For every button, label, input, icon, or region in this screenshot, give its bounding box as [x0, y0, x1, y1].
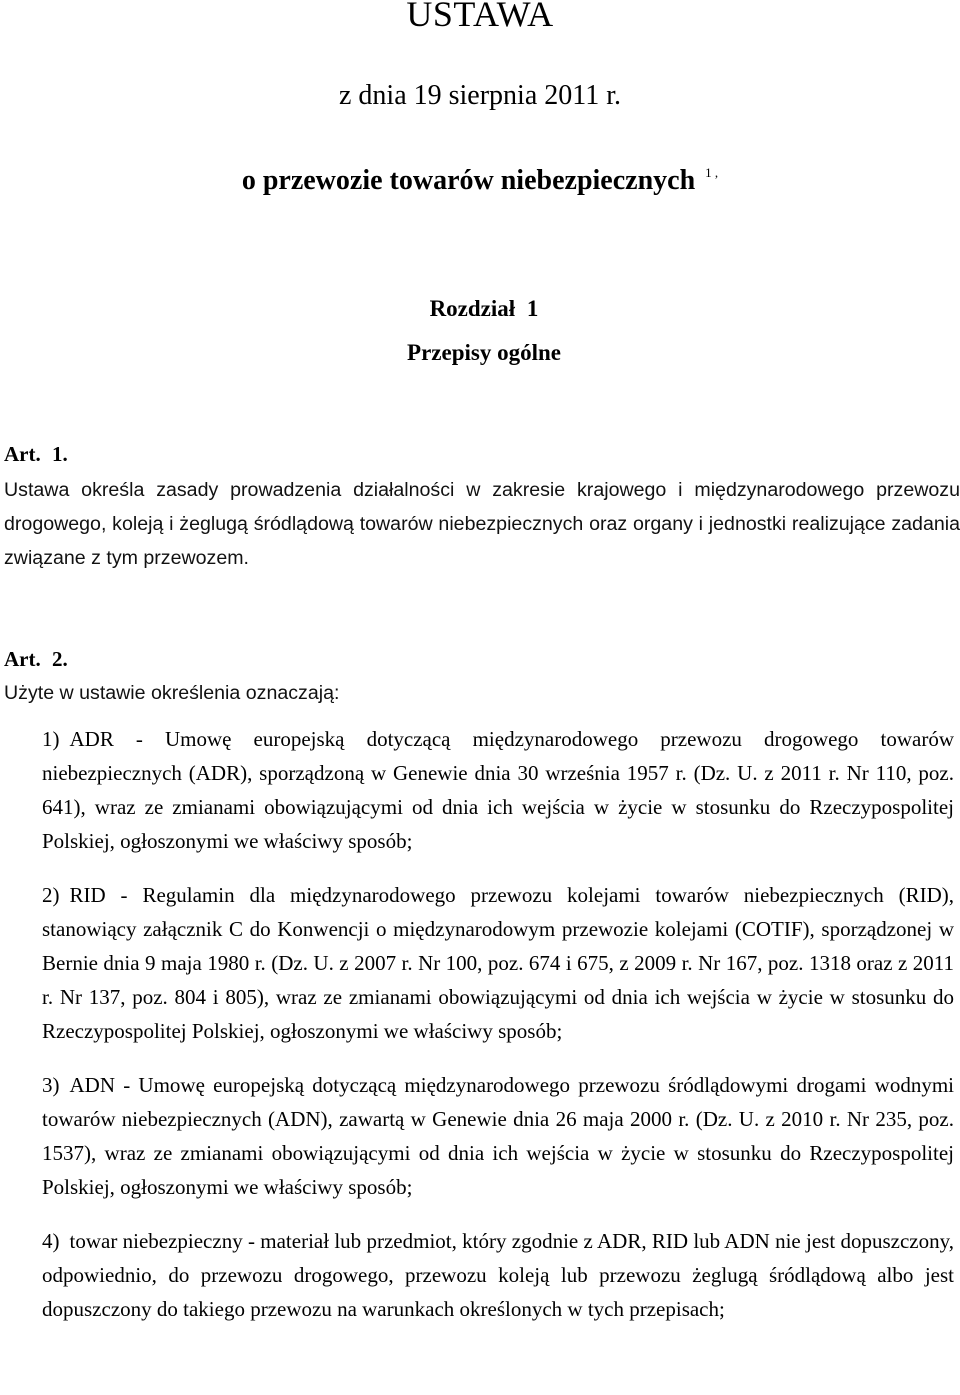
footnote-reference: 1 ,	[705, 165, 719, 180]
article-2-heading: Art. 2.	[4, 647, 68, 671]
list-item	[42, 1068, 954, 1204]
document-date: z dnia 19 sierpnia 2011 r.	[338, 80, 621, 111]
list-item	[42, 722, 954, 858]
article-2-intro: Użyte w ustawie określenia oznaczają:	[4, 682, 340, 704]
list-item	[42, 878, 954, 1048]
definitions-list	[42, 722, 954, 1346]
subject-text: o przewozie towarów niebezpiecznych	[241, 165, 696, 196]
article-1-text: Ustawa określa zasady prowadzenia działalności w zakresie krajowego i międzynarodowego przewozu drogowego, koleją i żeglugą śródlądową towarów niebezpiecznych oraz organy i jednostki realizujące zadania związane z tym przewozem.	[4, 479, 960, 569]
item-number: 2)	[42, 883, 60, 907]
article-1-heading: Art. 1.	[4, 442, 68, 466]
chapter-title: Przepisy ogólne	[407, 340, 561, 365]
item-number: 1)	[42, 727, 60, 751]
item-text: ADR - Umowę europejską dotyczącą międzynarodowego przewozu drogowego towarów niebezpiecznych (ADR), sporządzoną w Genewie dnia 30 września 1957 r. (Dz. U. z 2011 r. Nr 110, poz. 641), wraz ze zmianami obowiązującymi od dnia ich wejścia w życie w stosunku do Rzeczypospolitej Polskiej, ogłoszonymi we właściwy sposób;	[42, 727, 954, 853]
item-text: towar niebezpieczny - materiał lub przedmiot, który zgodnie z ADR, RID lub ADN nie jest dopuszczony, odpowiednio, do przewozu drogowego, przewozu koleją lub przewozu żeglugą śródlądową albo jest dopuszczony do takiego przewozu na warunkach określonych w tych przepisach;	[42, 1229, 954, 1321]
item-text: ADN - Umowę europejską dotyczącą międzynarodowego przewozu śródlądowymi drogami wodnymi towarów niebezpiecznych (ADN), zawartą w Genewie dnia 26 maja 2000 r. (Dz. U. z 2010 r. Nr 235, poz. 1537), wraz ze zmianami obowiązującymi od dnia ich wejścia w życie w stosunku do Rzeczypospolitej Polskiej, ogłoszonymi we właściwy sposób;	[42, 1073, 954, 1199]
item-text: RID - Regulamin dla międzynarodowego przewozu kolejami towarów niebezpiecznych (RID), stanowiący załącznik C do Konwencji o międzynarodowym przewozie kolejami (COTIF), sporządzonej w Bernie dnia 9 maja 1980 r. (Dz. U. z 2007 r. Nr 100, poz. 674 i 675, z 2009 r. Nr 167, poz. 1318 oraz z 2011 r. Nr 137, poz. 804 i 805), wraz ze zmianami obowiązującymi od dnia ich wejścia w życie w stosunku do Rzeczypospolitej Polskiej, ogłoszonymi we właściwy sposób;	[42, 883, 954, 1043]
item-number: 3)	[42, 1073, 60, 1097]
chapter-heading: Rozdział 1	[429, 296, 539, 321]
list-item	[42, 1224, 954, 1326]
item-number: 4)	[42, 1229, 60, 1253]
document-title: USTAWA	[406, 0, 554, 34]
document-subject	[0, 155, 960, 199]
